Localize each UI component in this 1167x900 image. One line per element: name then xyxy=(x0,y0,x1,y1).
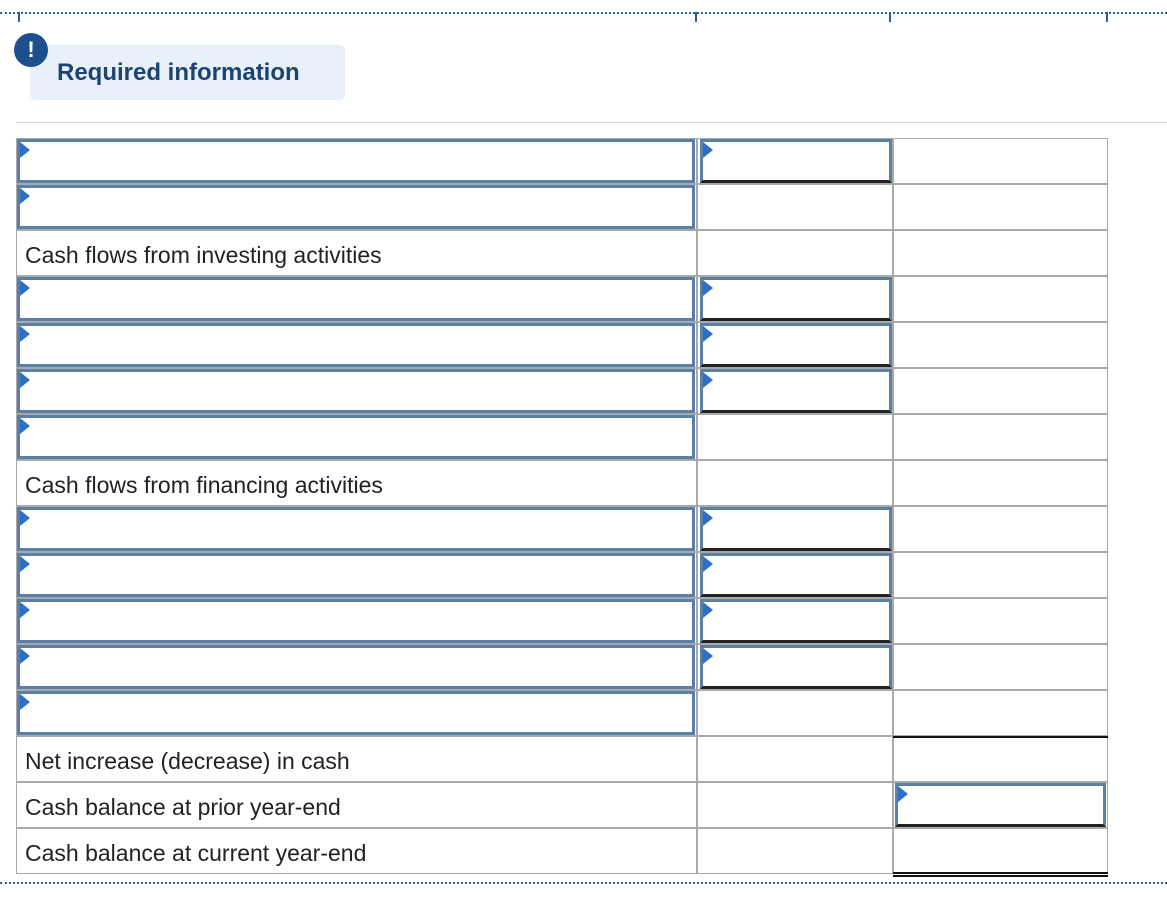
dropdown-marker-icon xyxy=(20,142,30,158)
total-cell xyxy=(893,598,1108,644)
dropdown-marker-icon xyxy=(20,556,30,572)
amount-cell xyxy=(697,782,893,828)
description-cell xyxy=(16,230,697,276)
total-cell xyxy=(893,736,1108,782)
description-dropdown-input[interactable] xyxy=(17,691,695,735)
description-dropdown-input[interactable] xyxy=(17,185,695,229)
amount-input[interactable] xyxy=(700,323,892,367)
total-cell xyxy=(893,506,1108,552)
input-marker-icon xyxy=(703,280,713,296)
dropdown-marker-icon xyxy=(20,694,30,710)
total-cell xyxy=(893,230,1108,276)
total-cell xyxy=(893,644,1108,690)
table-row xyxy=(16,460,1108,506)
input-marker-icon xyxy=(898,786,908,802)
total-amount-input[interactable] xyxy=(895,783,1106,827)
total-cell xyxy=(893,690,1108,736)
row-label: Cash flows from investing activities xyxy=(25,242,382,268)
dropdown-marker-icon xyxy=(20,648,30,664)
amount-input[interactable] xyxy=(700,369,892,413)
dropdown-marker-icon xyxy=(20,188,30,204)
alert-icon: ! xyxy=(14,33,48,67)
description-cell xyxy=(16,460,697,506)
row-label: Cash balance at current year-end xyxy=(25,840,367,866)
divider-tick xyxy=(889,12,891,22)
total-cell xyxy=(893,460,1108,506)
total-cell xyxy=(893,322,1108,368)
amount-cell xyxy=(697,184,893,230)
double-underline xyxy=(893,872,1108,877)
amount-cell xyxy=(697,828,893,874)
table-row xyxy=(16,138,1108,184)
row-label: Cash balance at prior year-end xyxy=(25,794,341,820)
divider-tick xyxy=(695,12,697,22)
description-cell xyxy=(16,736,697,782)
total-cell xyxy=(893,414,1108,460)
description-dropdown-input[interactable] xyxy=(17,599,695,643)
table-top-rule xyxy=(16,122,1167,123)
input-marker-icon xyxy=(703,326,713,342)
description-cell xyxy=(16,828,697,874)
table-row xyxy=(16,782,1108,828)
input-marker-icon xyxy=(703,372,713,388)
cash-flow-statement-table xyxy=(16,122,1108,874)
row-label: Net increase (decrease) in cash xyxy=(25,748,350,774)
required-information-banner[interactable] xyxy=(30,45,345,100)
amount-cell xyxy=(697,460,893,506)
table-row xyxy=(16,414,1108,460)
description-dropdown-input[interactable] xyxy=(17,369,695,413)
amount-input[interactable] xyxy=(700,553,892,597)
table-row xyxy=(16,506,1108,552)
total-top-rule xyxy=(893,736,1108,738)
description-dropdown-input[interactable] xyxy=(17,415,695,459)
table-row xyxy=(16,368,1108,414)
total-cell xyxy=(893,368,1108,414)
amount-cell xyxy=(697,230,893,276)
amount-cell xyxy=(697,690,893,736)
table-row xyxy=(16,690,1108,736)
divider-tick xyxy=(1106,12,1108,22)
amount-input[interactable] xyxy=(700,139,892,183)
amount-cell xyxy=(697,736,893,782)
table-row xyxy=(16,184,1108,230)
bottom-dotted-divider xyxy=(0,882,1167,884)
amount-input[interactable] xyxy=(700,277,892,321)
total-cell xyxy=(893,828,1108,874)
total-cell xyxy=(893,552,1108,598)
amount-cell xyxy=(697,414,893,460)
input-marker-icon xyxy=(703,556,713,572)
dropdown-marker-icon xyxy=(20,602,30,618)
description-dropdown-input[interactable] xyxy=(17,277,695,321)
description-cell xyxy=(16,782,697,828)
dropdown-marker-icon xyxy=(20,372,30,388)
dropdown-marker-icon xyxy=(20,418,30,434)
row-label: Cash flows from financing activities xyxy=(25,472,383,498)
description-dropdown-input[interactable] xyxy=(17,553,695,597)
table-row xyxy=(16,230,1108,276)
description-dropdown-input[interactable] xyxy=(17,323,695,367)
dropdown-marker-icon xyxy=(20,326,30,342)
total-cell xyxy=(893,138,1108,184)
input-marker-icon xyxy=(703,510,713,526)
total-cell xyxy=(893,276,1108,322)
input-marker-icon xyxy=(703,602,713,618)
description-dropdown-input[interactable] xyxy=(17,507,695,551)
description-dropdown-input[interactable] xyxy=(17,645,695,689)
table-row xyxy=(16,644,1108,690)
input-marker-icon xyxy=(703,142,713,158)
amount-input[interactable] xyxy=(700,507,892,551)
top-dotted-divider xyxy=(0,12,1167,14)
divider-tick xyxy=(18,12,20,22)
total-cell xyxy=(893,184,1108,230)
table-row xyxy=(16,598,1108,644)
amount-input[interactable] xyxy=(700,599,892,643)
description-dropdown-input[interactable] xyxy=(17,139,695,183)
table-row xyxy=(16,276,1108,322)
amount-input[interactable] xyxy=(700,645,892,689)
table-row xyxy=(16,736,1108,782)
table-row xyxy=(16,322,1108,368)
input-marker-icon xyxy=(703,648,713,664)
dropdown-marker-icon xyxy=(20,280,30,296)
required-information-label: Required information xyxy=(57,59,300,86)
dropdown-marker-icon xyxy=(20,510,30,526)
table-row xyxy=(16,552,1108,598)
table-row xyxy=(16,828,1108,874)
